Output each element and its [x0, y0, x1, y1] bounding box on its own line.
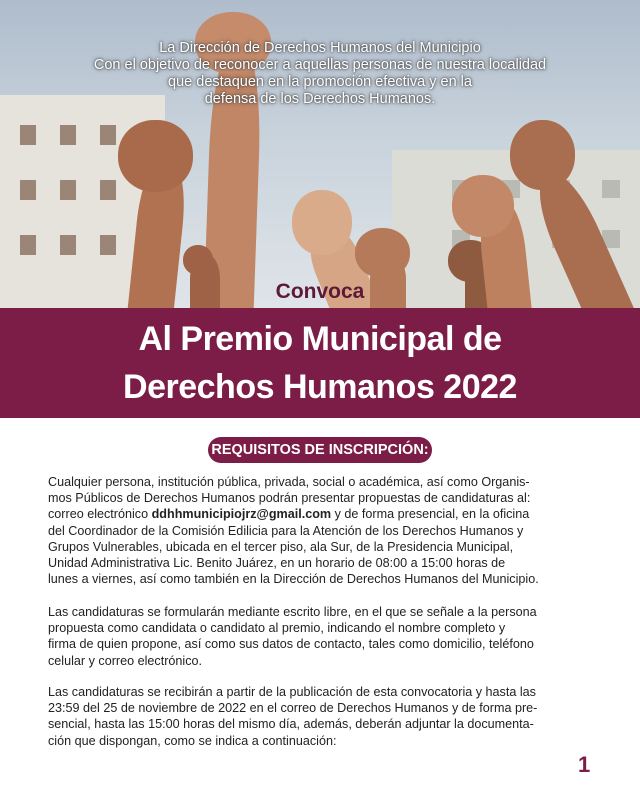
- award-banner: [0, 308, 640, 418]
- text-line: Unidad Administrativa Lic. Benito Juárez, en un horario de 08:00 a 15:00 horas de: [48, 556, 506, 571]
- text-line: lunes a viernes, así como también en la Dirección de Derechos Humanos del Municipio.: [48, 572, 539, 587]
- intro-line: La Dirección de Derechos Humanos del Municipio: [159, 40, 481, 56]
- text-line-prefix: correo electrónico: [48, 507, 152, 522]
- intro-text: [70, 40, 570, 108]
- convoca-label: Convoca: [275, 280, 365, 303]
- text-line: Las candidaturas se recibirán a partir de la publicación de esta convocatoria y hasta las: [48, 685, 536, 699]
- text-line: [48, 506, 598, 522]
- text-line: sencial, hasta las 15:00 horas del mismo día, además, deberán adjuntar la documenta-: [48, 717, 534, 732]
- text-line: del Coordinador de la Comisión Edilicia para la Atención de los Derechos Humanos y: [48, 523, 524, 538]
- text-line: firma de quien propone, así como sus datos de contacto, tales como domicilio, teléfono: [48, 637, 534, 652]
- text-line: 23:59 del 25 de noviembre de 2022 en el correo de Derechos Humanos y de forma pre-: [48, 701, 538, 716]
- text-line: propuesta como candidata o candidato al premio, indicando el nombre completo y: [48, 621, 506, 636]
- paragraph-2: [48, 604, 598, 669]
- text-line: Cualquier persona, institución pública, privada, social o académica, así como Organis-: [48, 475, 530, 489]
- intro-line: Con el objetivo de reconocer a aquellas personas de nuestra localidad: [93, 57, 547, 73]
- requisitos-heading: REQUISITOS DE INSCRIPCIÓN:: [208, 437, 432, 463]
- intro-line: que destaquen en la promoción efectiva y en la: [168, 74, 472, 90]
- text-line: mos Públicos de Derechos Humanos podrán presentar propuestas de candidaturas al:: [48, 491, 531, 506]
- banner-title-line2: Derechos Humanos 2022: [123, 368, 517, 406]
- text-line: Grupos Vulnerables, ubicada en el tercer piso, ala Sur, de la Presidencia Municipal,: [48, 539, 514, 554]
- text-line: celular y correo electrónico.: [48, 653, 202, 668]
- text-line: ción que dispongan, como se indica a continuación:: [48, 733, 337, 748]
- email-link[interactable]: ddhhmunicipiojrz@gmail.com: [151, 507, 332, 522]
- paragraph-1: [48, 474, 598, 587]
- page-number: 1: [578, 752, 591, 777]
- banner-title-line1: Al Premio Municipal de: [138, 320, 502, 358]
- text-line: Las candidaturas se formularán mediante escrito libre, en el que se señale a la persona: [48, 605, 537, 619]
- intro-line: defensa de los Derechos Humanos.: [204, 91, 436, 107]
- paragraph-3: [48, 684, 598, 749]
- hero-photo: [0, 0, 640, 308]
- text-line-suffix: y de forma presencial, en la oficina: [331, 507, 530, 522]
